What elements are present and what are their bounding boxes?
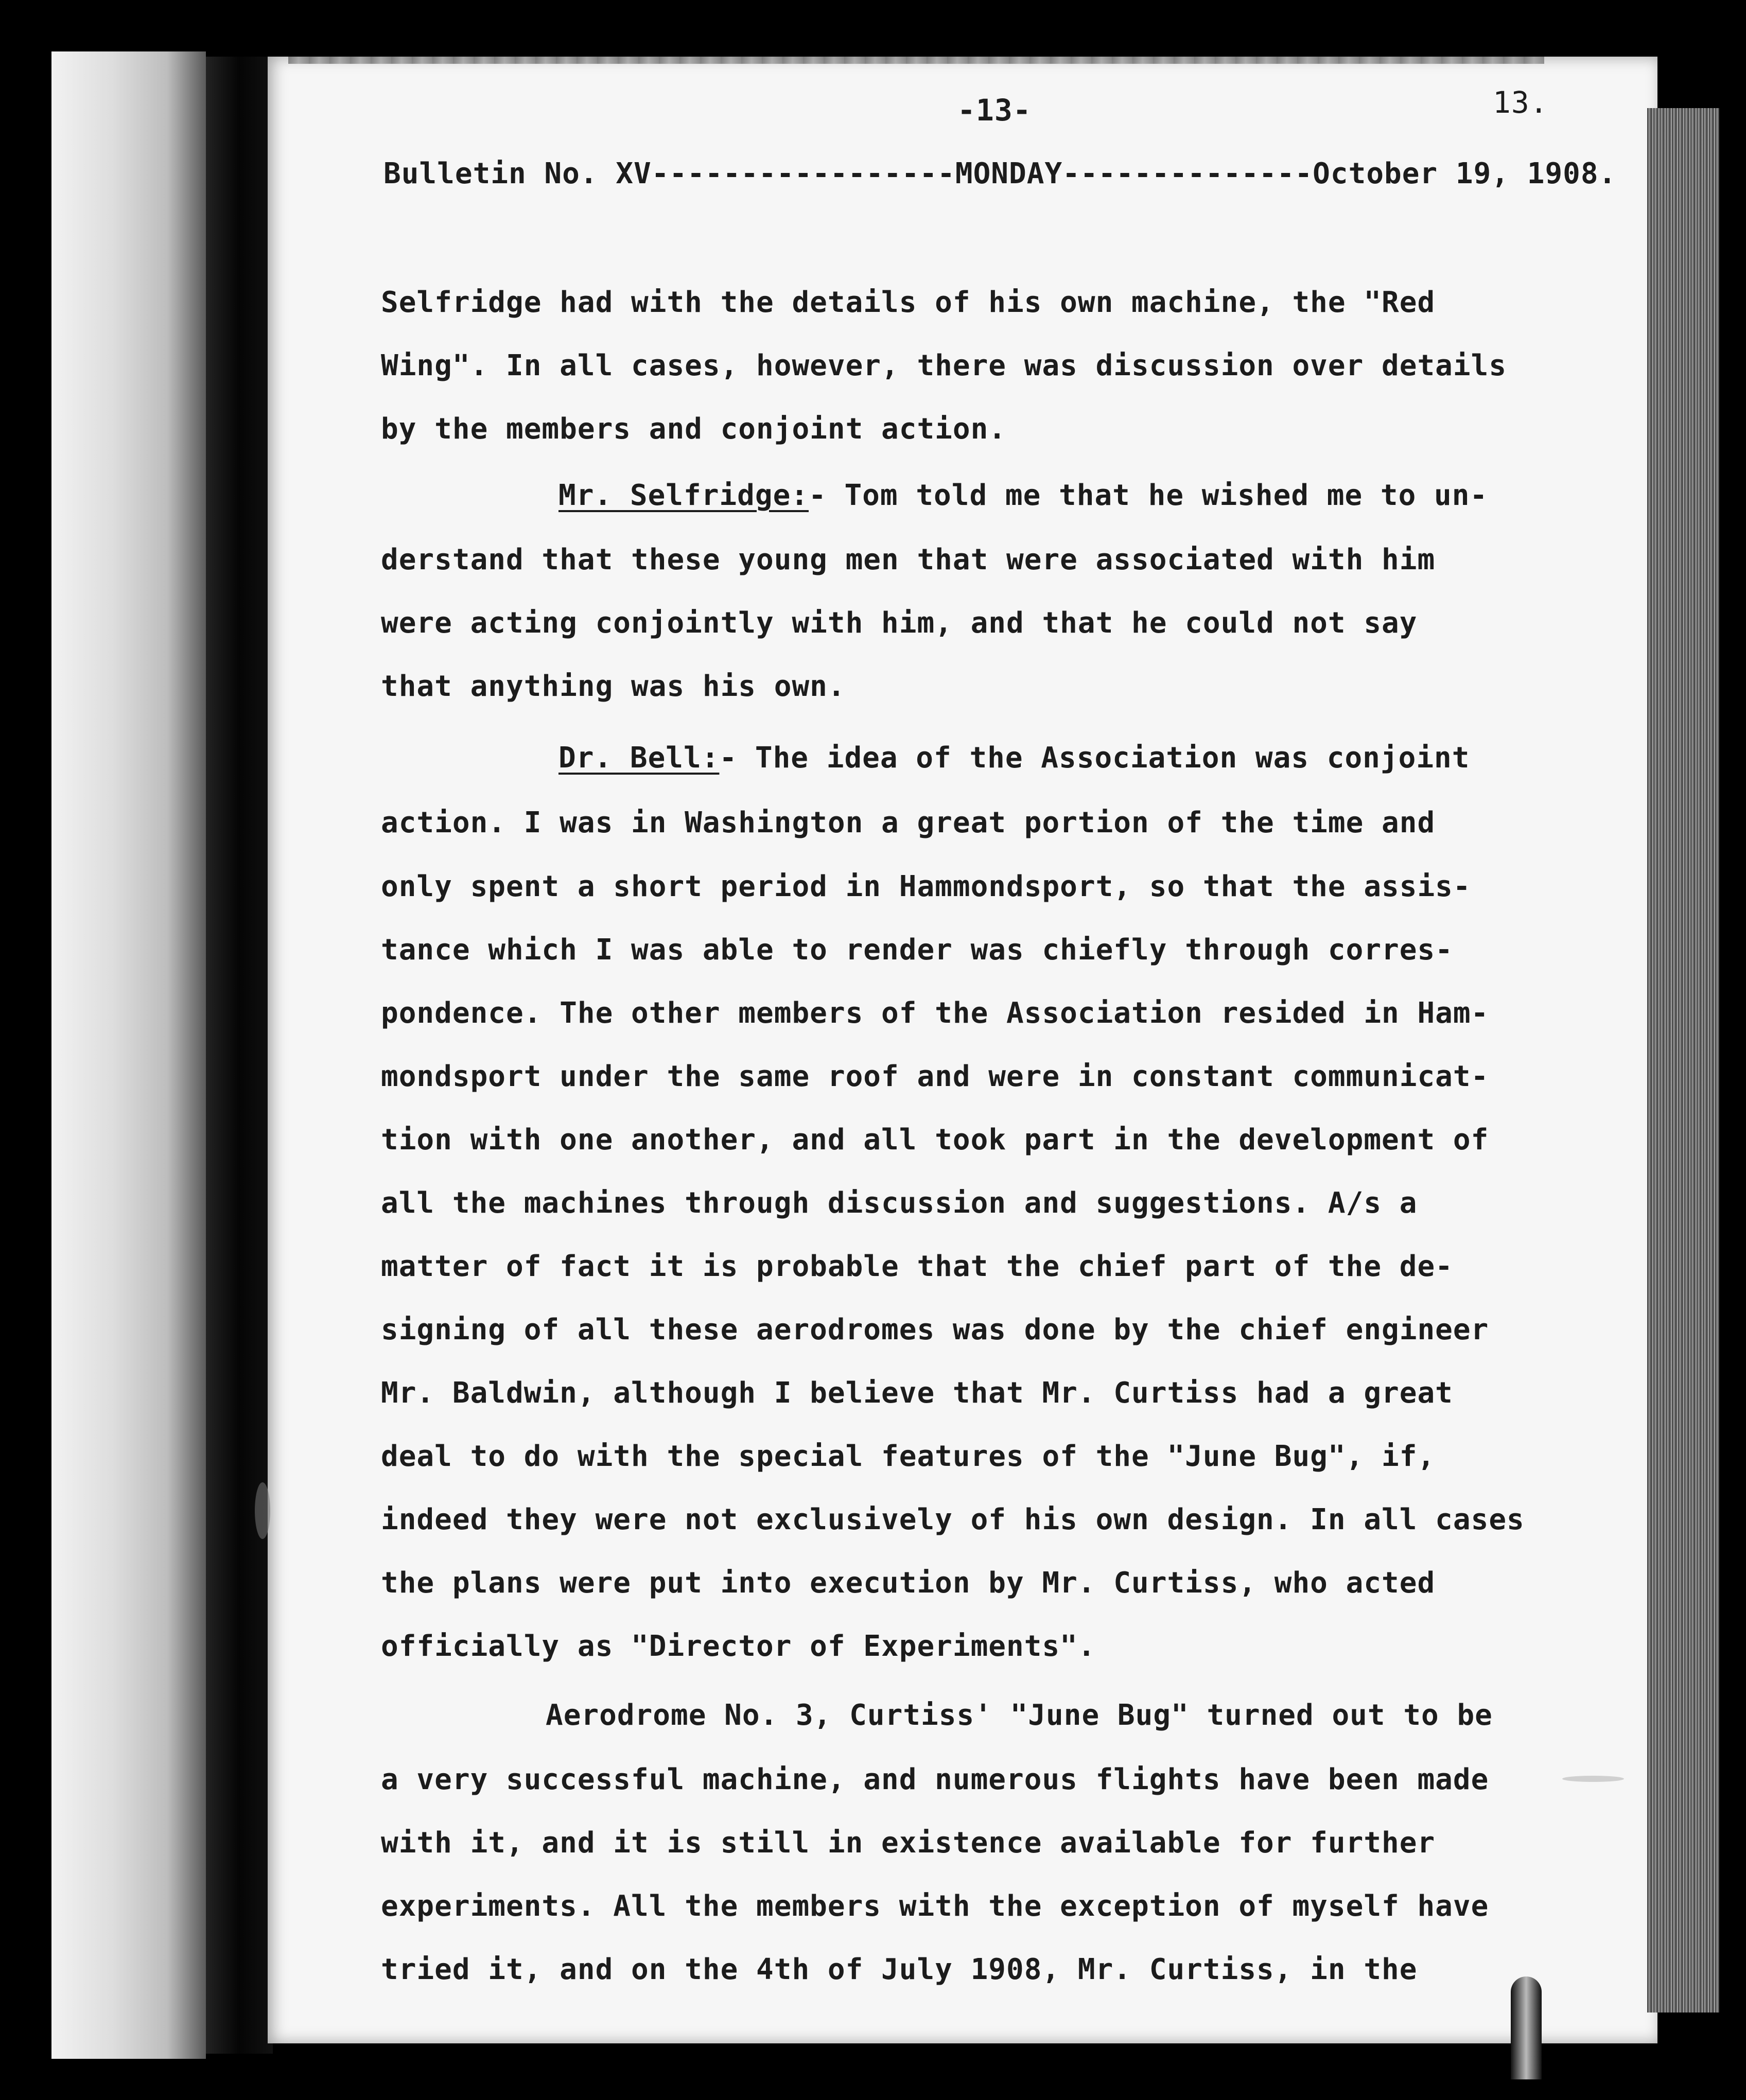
text-line: signing of all these aerodromes was done by the chief engineer <box>381 1313 1489 1346</box>
text-line: the plans were put into execution by Mr. Curtiss, who acted <box>381 1566 1436 1600</box>
text-line: mondsport under the same roof and were in constant communicat- <box>381 1060 1489 1093</box>
text-line: with it, and it is still in existence available for further <box>381 1826 1436 1860</box>
text-line: a very successful machine, and numerous flights have been made <box>381 1763 1489 1796</box>
page-number-right: 13. <box>1493 85 1548 120</box>
text-line: all the machines through discussion and suggestions. A/s a <box>381 1186 1418 1220</box>
speaker-bell: Dr. Bell: <box>558 741 720 775</box>
text-line: Mr. Baldwin, although I believe that Mr. Curtiss had a great <box>381 1376 1453 1410</box>
text-line: deal to do with the special features of the "June Bug", if, <box>381 1440 1436 1473</box>
text-line: derstand that these young men that were associated with him <box>381 543 1436 576</box>
speaker-selfridge: Mr. Selfridge: <box>558 479 809 512</box>
bell-paragraph-start <box>558 741 1470 775</box>
text-line: experiments. All the members with the exception of myself have <box>381 1889 1489 1923</box>
text-line: - The idea of the Association was conjoint <box>719 741 1470 775</box>
text-line: action. I was in Washington a great portion of the time and <box>381 806 1436 839</box>
text-line: - Tom told me that he wished me to un- <box>809 479 1488 512</box>
page-stain <box>1562 1776 1624 1782</box>
text-line: that anything was his own. <box>381 670 846 703</box>
text-line: by the members and conjoint action. <box>381 412 1007 446</box>
page-clip <box>1511 1976 1542 2079</box>
page-stain <box>255 1482 270 1539</box>
page-top-edge <box>288 57 1544 64</box>
selfridge-paragraph-start <box>558 479 1488 512</box>
text-line: Selfridge had with the details of his own machine, the "Red <box>381 286 1436 319</box>
book-gutter <box>206 57 273 2054</box>
aerodrome-paragraph-start: Aerodrome No. 3, Curtiss' "June Bug" turned out to be <box>546 1699 1493 1732</box>
text-line: pondence. The other members of the Association resided in Ham- <box>381 996 1489 1030</box>
text-line: indeed they were not exclusively of his own design. In all cases <box>381 1503 1525 1536</box>
book-left-edge <box>51 51 206 2059</box>
text-line: officially as "Director of Experiments". <box>381 1630 1096 1663</box>
text-line: only spent a short period in Hammondsport, so that the assis- <box>381 870 1471 903</box>
text-line: matter of fact it is probable that the chief part of the de- <box>381 1250 1453 1283</box>
text-line: were acting conjointly with him, and that he could not say <box>381 606 1418 640</box>
text-line: Wing". In all cases, however, there was discussion over details <box>381 349 1507 382</box>
page-number-center: -13- <box>957 93 1032 128</box>
bulletin-header: Bulletin No. XV-----------------MONDAY--------------October 19, 1908. <box>383 157 1617 190</box>
text-line: tance which I was able to render was chiefly through corres- <box>381 933 1453 967</box>
text-line: tried it, and on the 4th of July 1908, Mr. Curtiss, in the <box>381 1953 1418 1986</box>
book-right-page-stack <box>1647 108 1719 2012</box>
text-line: tion with one another, and all took part in the development of <box>381 1123 1489 1157</box>
